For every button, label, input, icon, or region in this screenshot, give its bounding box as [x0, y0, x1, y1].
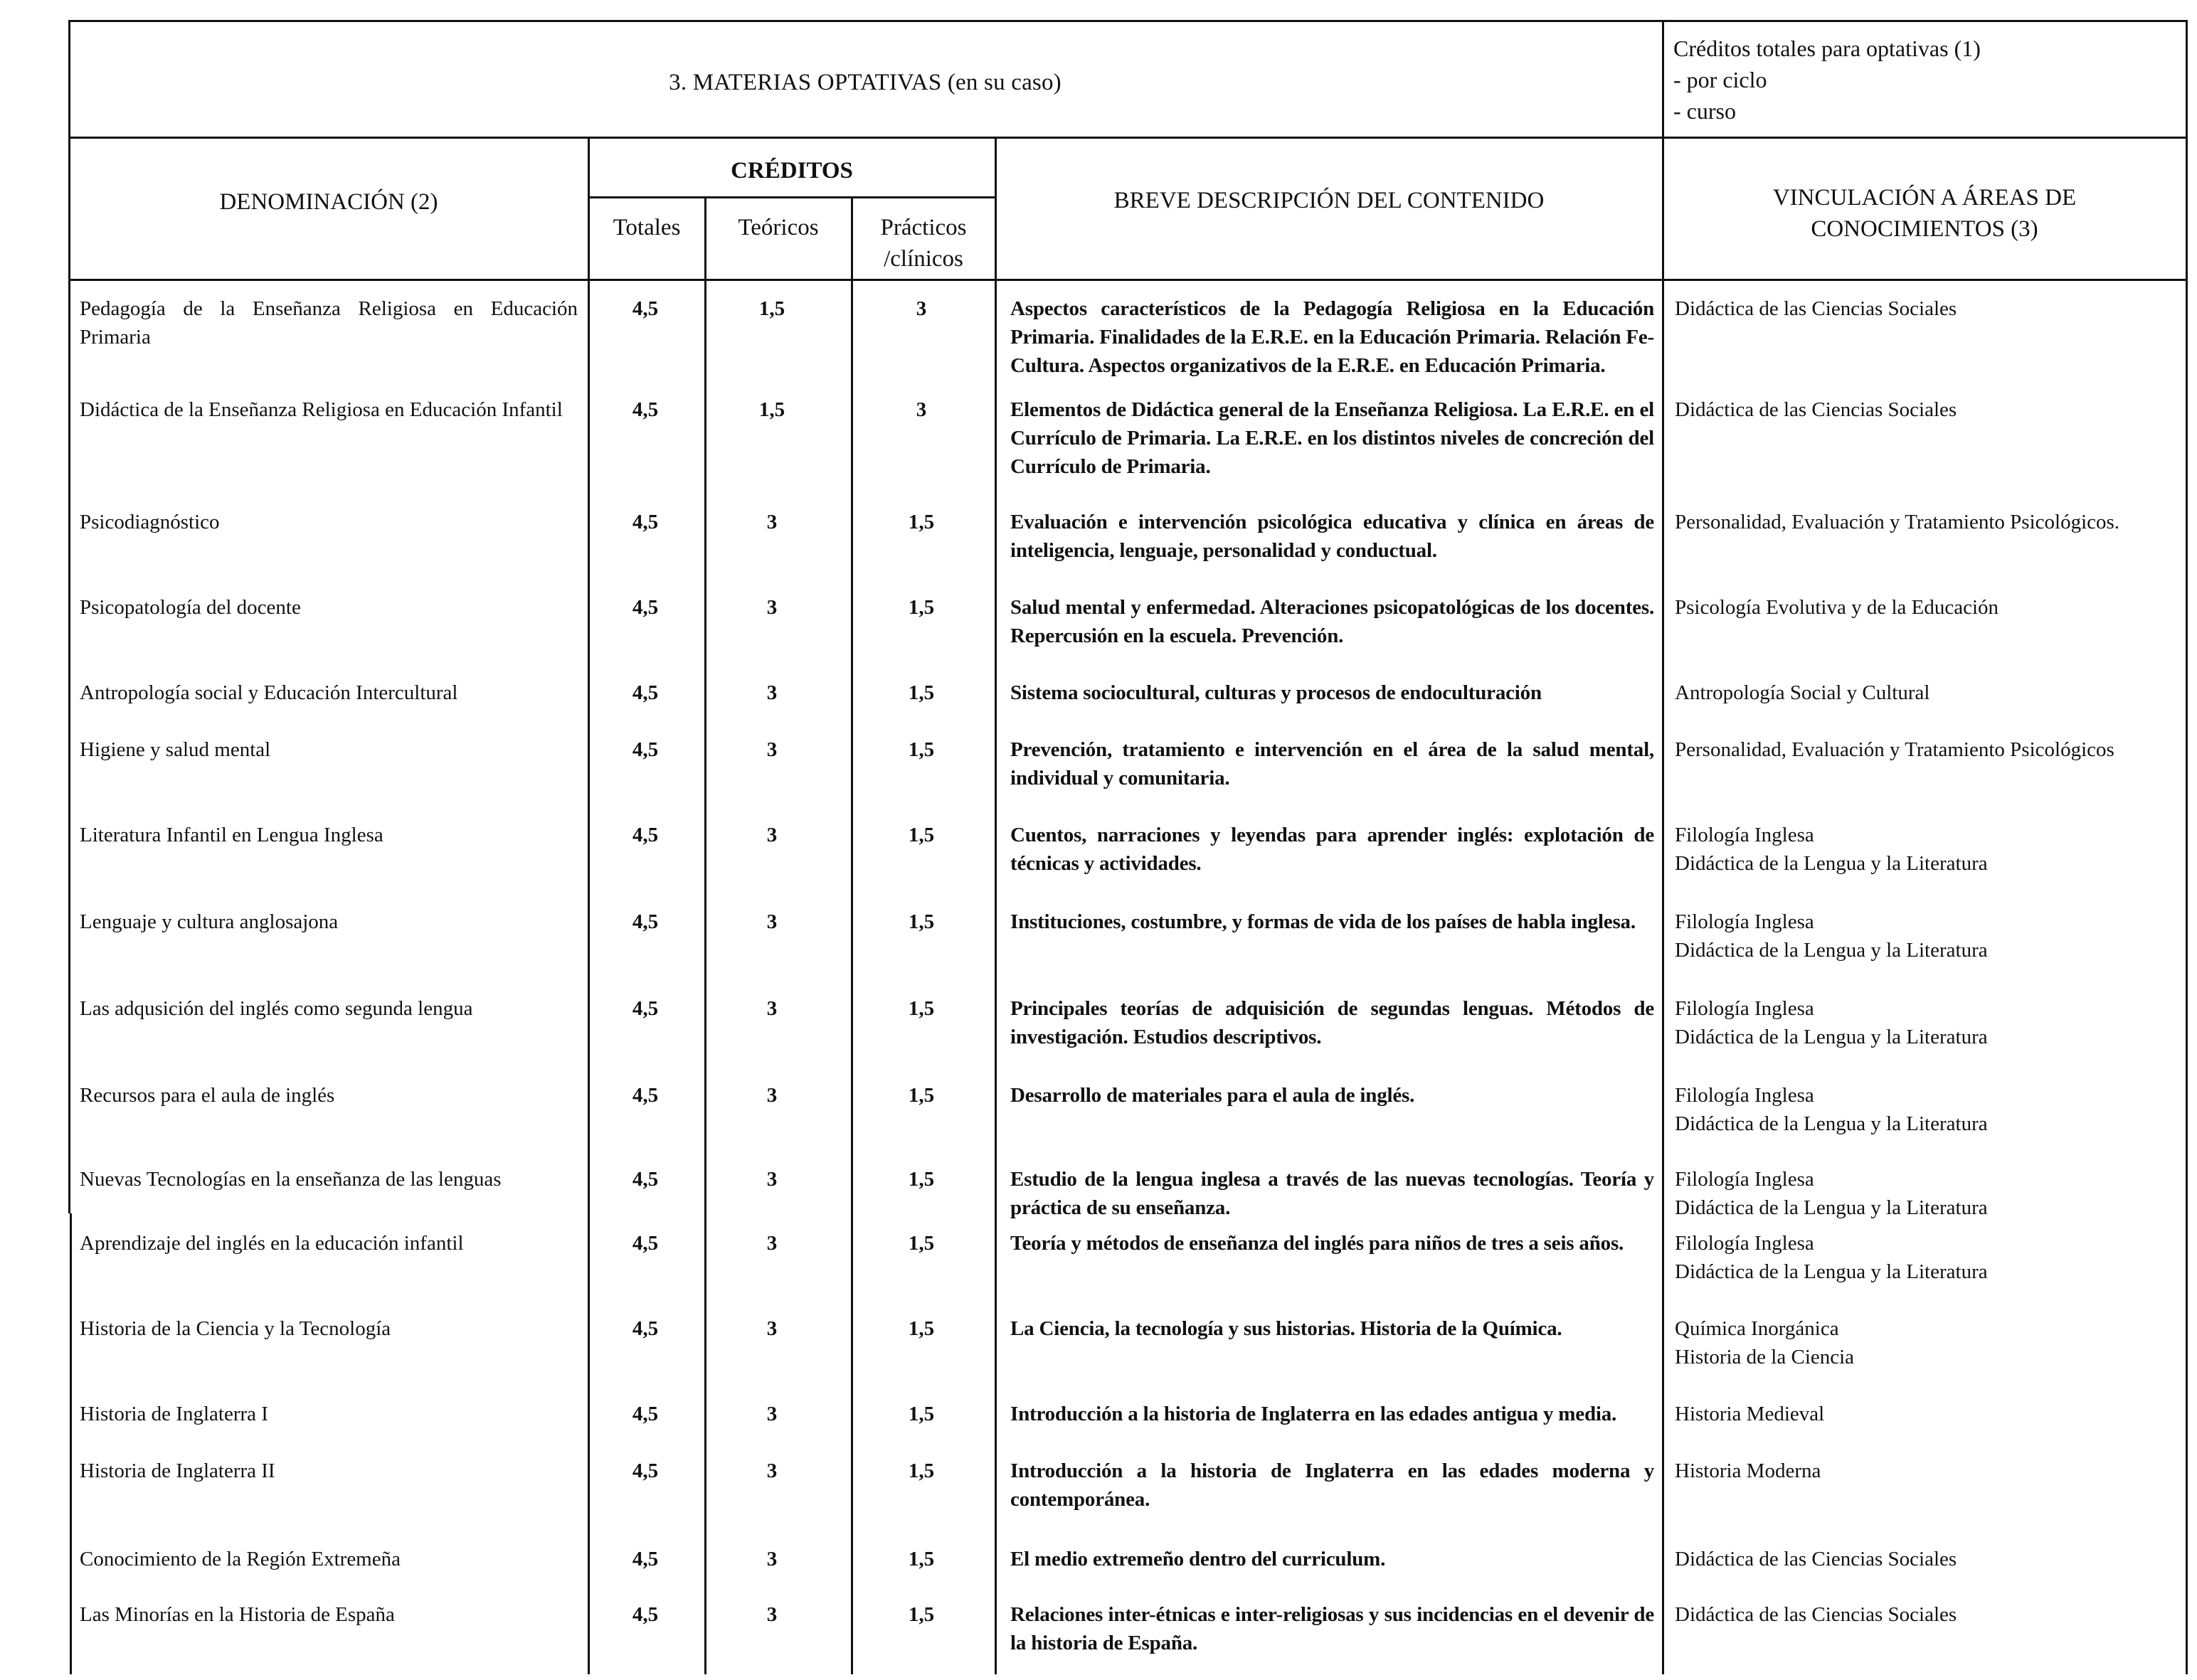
creditos-divider [995, 137, 997, 1674]
knowledge-area: Filología Inglesa [1675, 1232, 1814, 1255]
knowledge-area: Historia de la Ciencia [1675, 1346, 1855, 1368]
credits-total: 4,5 [632, 1317, 659, 1340]
subject-name: Recursos para el aula de inglés [80, 1084, 335, 1107]
credits-practice: 3 [916, 398, 927, 421]
credits-total-line: - curso [1673, 98, 1736, 124]
content-description: Sistema sociocultural, culturas y procesos de endoculturación [1010, 681, 1542, 704]
credits-theory: 3 [766, 997, 778, 1020]
practicos-header-line: /clínicos [884, 246, 963, 272]
credits-theory: 3 [766, 1460, 778, 1482]
subject-name: Higiene y salud mental [80, 738, 271, 761]
header-bottom-rule [68, 137, 2187, 139]
knowledge-area: Psicología Evolutiva y de la Educación [1675, 596, 1999, 619]
credits-total: 4,5 [632, 681, 659, 704]
content-description: Elementos de Didáctica general de la Enseñanza Religiosa. La E.R.E. en el Currículo de Primaria. La E.R.E. en los distintos niveles de concreción del Currículo de Primaria. [1010, 398, 1654, 478]
knowledge-area: Didáctica de la Lengua y la Literatura [1675, 1026, 1988, 1048]
knowledge-area: Filología Inglesa [1675, 1168, 1814, 1191]
knowledge-area: Personalidad, Evaluación y Tratamiento Psicológicos [1675, 738, 2114, 761]
credits-total: 4,5 [632, 997, 659, 1020]
practicos-header [852, 212, 995, 275]
section-title: 3. MATERIAS OPTATIVAS (en su caso) [669, 70, 1062, 95]
credits-theory: 3 [766, 738, 778, 761]
credits-practice: 1,5 [908, 824, 935, 846]
knowledge-areas [1675, 395, 2194, 424]
descripcion-header: BREVE DESCRIPCIÓN DEL CONTENIDO [1113, 188, 1545, 213]
credits-theory: 3 [766, 511, 778, 533]
credits-total-line: Créditos totales para optativas (1) [1673, 36, 1981, 61]
credits-total: 4,5 [632, 1168, 659, 1191]
knowledge-area: Personalidad, Evaluación y Tratamiento Psicológicos. [1675, 511, 2120, 533]
subject-name: Lenguaje y cultura anglosajona [80, 910, 339, 933]
content-description: Salud mental y enfermedad. Alteraciones psicopatológicas de los docentes. Repercusión en la escuela. Prevención. [1010, 596, 1654, 647]
knowledge-areas [1675, 1165, 2194, 1222]
subject-name: Las adqusición del inglés como segunda lengua [80, 997, 473, 1020]
credits-theory: 3 [766, 824, 778, 846]
credits-total: 4,5 [632, 511, 659, 533]
credit-box-divider [1662, 20, 1664, 1674]
credits-theory: 1,5 [758, 297, 785, 320]
credits-practice: 1,5 [908, 1317, 935, 1340]
subject-name: Pedagogía de la Enseñanza Religiosa en Educación Primaria [80, 297, 578, 349]
knowledge-area: Filología Inglesa [1675, 1084, 1814, 1107]
subject-name: Historia de Inglaterra II [80, 1460, 275, 1482]
knowledge-areas [1675, 1457, 2194, 1485]
creditos-header: CRÉDITOS [731, 158, 853, 184]
credits-total: 4,5 [632, 1603, 659, 1626]
credits-total: 4,5 [632, 297, 659, 320]
subject-name: Historia de Inglaterra I [80, 1403, 268, 1425]
credits-theory: 3 [766, 1084, 778, 1107]
knowledge-areas [1675, 679, 2194, 707]
denominacion-divider [588, 137, 590, 1674]
knowledge-areas [1675, 908, 2194, 964]
credits-total: 4,5 [632, 596, 659, 619]
credits-practice: 1,5 [908, 681, 935, 704]
content-description: Evaluación e intervención psicológica educativa y clínica en áreas de inteligencia, lenguaje, personalidad y conductual. [1010, 511, 1654, 562]
credits-practice: 1,5 [908, 1603, 935, 1626]
credits-practice: 1,5 [908, 596, 935, 619]
subject-name: Aprendizaje del inglés en la educación infantil [80, 1232, 464, 1255]
subject-name: Psicodiagnóstico [80, 511, 220, 533]
denominacion-header: DENOMINACIÓN (2) [219, 189, 438, 215]
knowledge-area: Filología Inglesa [1675, 910, 1814, 933]
subject-name: Historia de la Ciencia y la Tecnología [80, 1317, 391, 1340]
knowledge-area: Didáctica de la Lengua y la Literatura [1675, 939, 1988, 962]
subject-name: Nuevas Tecnologías en la enseñanza de las lenguas [80, 1168, 502, 1191]
teoricos-header: Teóricos [738, 215, 819, 240]
credits-total: 4,5 [632, 1403, 659, 1425]
content-description: El medio extremeño dentro del curriculum. [1010, 1548, 1386, 1570]
content-description: Cuentos, narraciones y leyendas para aprender inglés: explotación de técnicas y actividades. [1010, 824, 1654, 875]
credits-practice: 1,5 [908, 1084, 935, 1107]
knowledge-area: Didáctica de las Ciencias Sociales [1675, 1548, 1957, 1570]
knowledge-area: Antropología Social y Cultural [1675, 681, 1930, 704]
credits-theory: 3 [766, 1232, 778, 1255]
credits-total: 4,5 [632, 1232, 659, 1255]
credits-total: 4,5 [632, 398, 659, 421]
knowledge-areas [1675, 1081, 2194, 1138]
knowledge-area: Didáctica de las Ciencias Sociales [1675, 1603, 1957, 1626]
vinculacion-header [1663, 182, 2186, 245]
knowledge-areas [1675, 593, 2194, 622]
credits-total: 4,5 [632, 824, 659, 846]
credits-total-line: - por ciclo [1673, 67, 1767, 92]
content-description: Introducción a la historia de Inglaterra en las edades moderna y contemporánea. [1010, 1460, 1654, 1511]
credits-practice: 1,5 [908, 738, 935, 761]
knowledge-area: Didáctica de la Lengua y la Literatura [1675, 1112, 1988, 1135]
knowledge-area: Didáctica de la Lengua y la Literatura [1675, 852, 1988, 875]
credits-total-box [1673, 33, 1981, 127]
credits-practice: 1,5 [908, 1548, 935, 1570]
knowledge-areas [1675, 1314, 2194, 1371]
knowledge-areas [1675, 821, 2194, 878]
credits-theory: 3 [766, 910, 778, 933]
content-description: Instituciones, costumbre, y formas de vida de los países de habla inglesa. [1010, 910, 1636, 933]
subject-name: Las Minorías en la Historia de España [80, 1603, 395, 1626]
knowledge-area: Historia Medieval [1675, 1403, 1825, 1425]
credits-theory: 3 [766, 681, 778, 704]
content-description: Principales teorías de adquisición de segundas lenguas. Métodos de investigación. Estudios descriptivos. [1010, 997, 1654, 1048]
knowledge-area: Didáctica de la Lengua y la Literatura [1675, 1196, 1988, 1219]
subject-name: Literatura Infantil en Lengua Inglesa [80, 824, 383, 846]
knowledge-area: Química Inorgánica [1675, 1317, 1839, 1340]
credits-theory: 3 [766, 1317, 778, 1340]
credits-total: 4,5 [632, 1548, 659, 1570]
knowledge-area: Filología Inglesa [1675, 824, 1814, 846]
credits-theory: 3 [766, 596, 778, 619]
content-description: Aspectos característicos de la Pedagogía Religiosa en la Educación Primaria. Finalidades de la E.R.E. en la Educación Primaria. Relación Fe-Cultura. Aspectos organizativos de la E.R.E. en Educación Primaria. [1010, 297, 1654, 377]
totales-divider [704, 196, 706, 1674]
credits-theory: 3 [766, 1168, 778, 1191]
knowledge-area: Didáctica de las Ciencias Sociales [1675, 297, 1957, 320]
credits-total: 4,5 [632, 738, 659, 761]
subject-name: Conocimiento de la Región Extremeña [80, 1548, 401, 1570]
credits-theory: 3 [766, 1403, 778, 1425]
vinculacion-header-line: VINCULACIÓN A ÁREAS DE [1772, 185, 2077, 211]
totales-header: Totales [613, 215, 681, 240]
subject-name: Psicopatología del docente [80, 596, 301, 619]
practicos-header-line: Prácticos [880, 215, 967, 240]
knowledge-areas [1675, 1229, 2194, 1286]
credits-practice: 1,5 [908, 997, 935, 1020]
credits-theory: 3 [766, 1603, 778, 1626]
table-top-rule [68, 20, 2187, 22]
knowledge-area: Historia Moderna [1675, 1460, 1821, 1482]
credits-practice: 3 [916, 297, 927, 320]
knowledge-areas [1675, 508, 2194, 536]
knowledge-area: Didáctica de las Ciencias Sociales [1675, 398, 1957, 421]
knowledge-areas [1675, 735, 2194, 764]
credits-theory: 3 [766, 1548, 778, 1570]
credits-practice: 1,5 [908, 1168, 935, 1191]
credits-theory: 1,5 [758, 398, 785, 421]
left-border-lower [70, 1213, 72, 1674]
credits-total: 4,5 [632, 1460, 659, 1482]
credits-practice: 1,5 [908, 1460, 935, 1482]
knowledge-areas [1675, 1600, 2194, 1629]
content-description: Prevención, tratamiento e intervención en el área de la salud mental, individual y comunitaria. [1010, 738, 1654, 790]
content-description: Introducción a la historia de Inglaterra en las edades antigua y media. [1010, 1403, 1617, 1425]
knowledge-areas [1675, 1545, 2194, 1573]
column-header-bottom-rule [68, 279, 2187, 281]
knowledge-areas [1675, 994, 2194, 1051]
content-description: Teoría y métodos de enseñanza del inglés para niños de tres a seis años. [1010, 1232, 1624, 1255]
content-description: Relaciones inter-étnicas e inter-religiosas y sus incidencias en el devenir de la historia de España. [1010, 1603, 1654, 1654]
knowledge-areas [1675, 1400, 2194, 1428]
subject-name: Antropología social y Educación Intercultural [80, 681, 458, 704]
content-description: La Ciencia, la tecnología y sus historias. Historia de la Química. [1010, 1317, 1562, 1340]
content-description: Estudio de la lengua inglesa a través de las nuevas tecnologías. Teoría y práctica de su enseñanza. [1010, 1168, 1654, 1219]
credits-practice: 1,5 [908, 1403, 935, 1425]
content-description: Desarrollo de materiales para el aula de inglés. [1010, 1084, 1415, 1107]
teoricos-divider [851, 196, 853, 1674]
credits-practice: 1,5 [908, 910, 935, 933]
credits-total: 4,5 [632, 910, 659, 933]
credits-practice: 1,5 [908, 1232, 935, 1255]
subject-name: Didáctica de la Enseñanza Religiosa en Educación Infantil [80, 398, 563, 421]
knowledge-areas [1675, 294, 2194, 323]
knowledge-area: Didáctica de la Lengua y la Literatura [1675, 1260, 1988, 1283]
credits-total: 4,5 [632, 1084, 659, 1107]
knowledge-area: Filología Inglesa [1675, 997, 1814, 1020]
vinculacion-header-line: CONOCIMIENTOS (3) [1811, 216, 2038, 242]
creditos-subheader-rule [589, 196, 995, 198]
credits-practice: 1,5 [908, 511, 935, 533]
